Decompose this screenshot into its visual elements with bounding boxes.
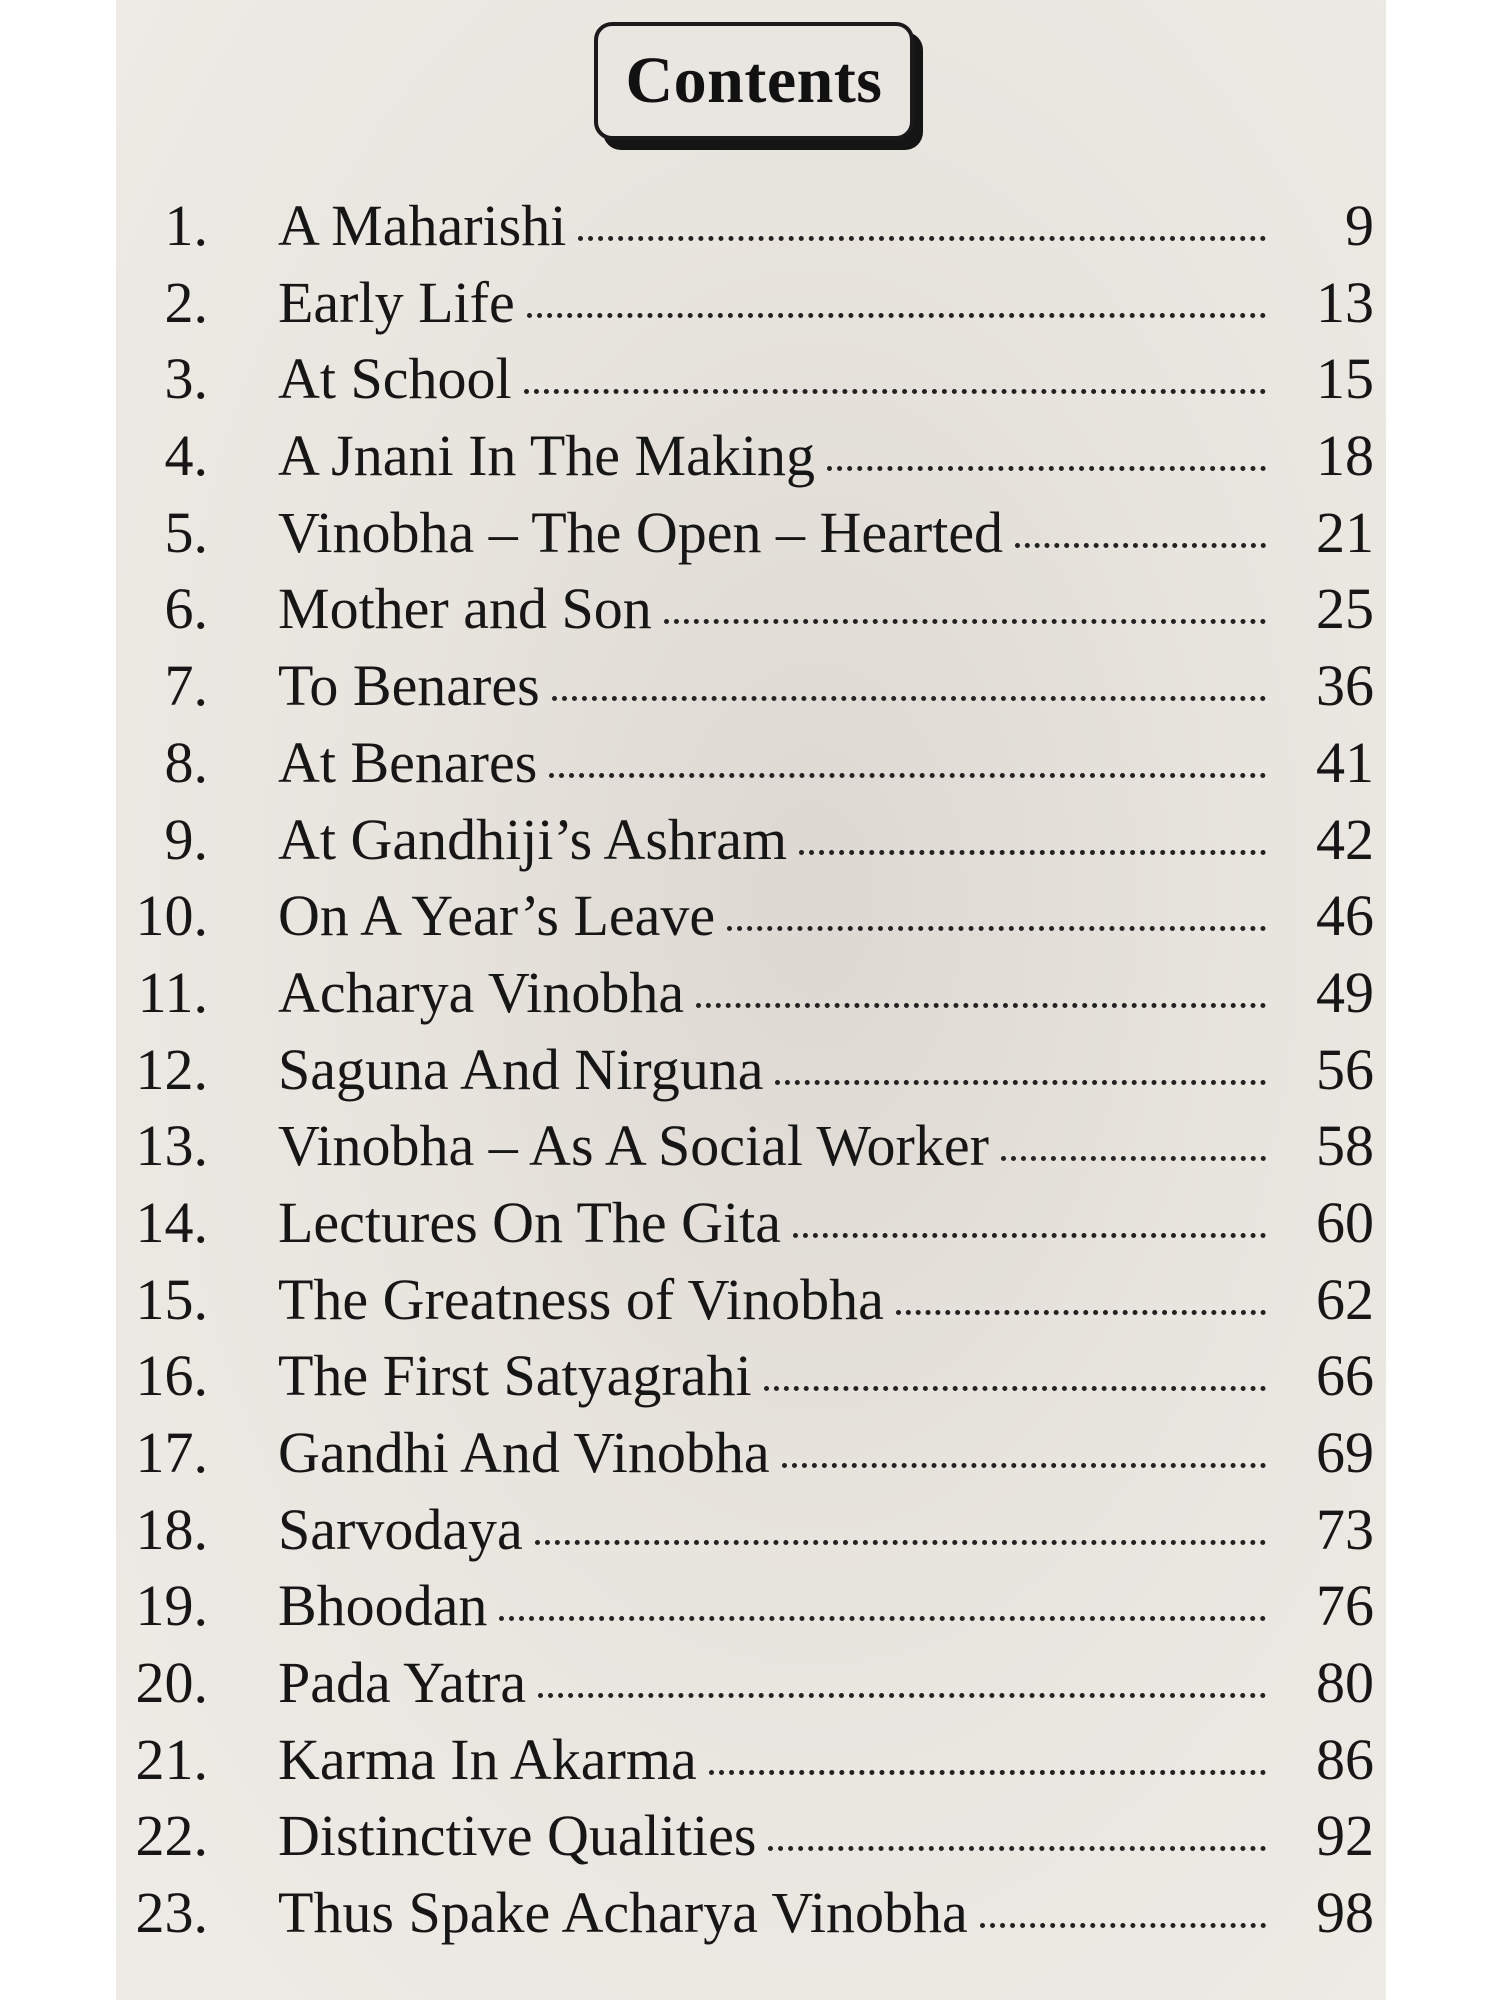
toc-entry-line (278, 1415, 1278, 1492)
dot-leader (782, 1463, 1266, 1468)
dot-leader (664, 619, 1266, 624)
toc-entry-line (278, 418, 1278, 495)
toc-entry-page-number: 15 (1316, 346, 1374, 412)
dot-leader (727, 926, 1266, 931)
toc-entry-title: A Jnani In The Making (278, 423, 815, 489)
toc-entry-number: 16. (135, 1343, 208, 1409)
toc-entry-page-number: 41 (1316, 729, 1374, 795)
toc-entry-title: Bhoodan (278, 1573, 488, 1639)
toc-entry-line (278, 1338, 1278, 1415)
toc-entry (116, 878, 1386, 955)
toc-entry (116, 188, 1386, 265)
toc-entry-page-number: 58 (1316, 1113, 1374, 1179)
toc-entry-title: The First Satyagrahi (278, 1343, 752, 1409)
book-page (116, 0, 1386, 2000)
toc-entry (116, 802, 1386, 879)
contents-heading-box (594, 22, 914, 140)
dot-leader (578, 236, 1266, 241)
toc-entry-page-number: 92 (1316, 1803, 1374, 1869)
toc-entry-number: 9. (164, 806, 208, 872)
toc-entry-line (278, 1645, 1278, 1722)
toc-entry-title: Vinobha – The Open – Hearted (278, 499, 1004, 565)
toc-entry (116, 418, 1386, 495)
toc-entry-line (278, 571, 1278, 648)
toc-entry-page-number: 9 (1345, 193, 1374, 258)
toc-entry-number: 3. (164, 346, 208, 412)
toc-entry-number: 23. (135, 1880, 208, 1946)
toc-entry-number: 14. (135, 1189, 208, 1255)
dot-leader (535, 1540, 1266, 1545)
toc-entry-page-number: 25 (1316, 576, 1374, 642)
dot-leader (709, 1770, 1266, 1775)
toc-entry-title: Saguna And Nirguna (278, 1036, 764, 1102)
toc-entry-title: At Gandhiji’s Ashram (278, 806, 788, 872)
toc-entry-number: 15. (135, 1266, 208, 1332)
toc-entry-title: Mother and Son (278, 576, 652, 642)
toc-entry (116, 1645, 1386, 1722)
dot-leader (799, 850, 1266, 855)
toc-entry-page-number: 66 (1316, 1343, 1374, 1409)
dot-leader (793, 1233, 1266, 1238)
toc-entry-page-number: 56 (1316, 1036, 1374, 1102)
toc-entry-page-number: 98 (1316, 1880, 1374, 1946)
toc-entry-line (278, 1722, 1278, 1799)
toc-entry-line (278, 265, 1278, 342)
toc-entry-number: 20. (135, 1650, 208, 1716)
toc-entry-number: 7. (164, 653, 208, 719)
dot-leader (538, 1693, 1266, 1698)
toc-entry-page-number: 86 (1316, 1726, 1374, 1792)
toc-entry-title: At Benares (278, 729, 538, 795)
toc-entry-number: 5. (164, 499, 208, 565)
contents-heading: Contents (625, 44, 883, 117)
dot-leader (980, 1923, 1266, 1928)
dot-leader (527, 313, 1266, 318)
toc-entry-number: 8. (164, 729, 208, 795)
toc-entry-number: 21. (135, 1726, 208, 1792)
toc-entry-page-number: 46 (1316, 883, 1374, 949)
toc-entry-line (278, 1262, 1278, 1339)
toc-entry (116, 1875, 1386, 1952)
dot-leader (499, 1616, 1266, 1621)
toc-entry-number: 6. (164, 576, 208, 642)
dot-leader (1001, 1156, 1266, 1161)
dot-leader (549, 773, 1266, 778)
toc-entry-number: 18. (135, 1496, 208, 1562)
toc-entry-number: 13. (135, 1113, 208, 1179)
toc-entry-title: At School (278, 346, 512, 412)
toc-entry-line (278, 955, 1278, 1032)
toc-entry-line (278, 1568, 1278, 1645)
toc-entry (116, 955, 1386, 1032)
toc-entry (116, 1492, 1386, 1569)
dot-leader (775, 1080, 1266, 1085)
toc-entry-line (278, 1492, 1278, 1569)
toc-entry-title: The Greatness of Vinobha (278, 1266, 884, 1332)
toc-entry-title: Early Life (278, 269, 515, 335)
dot-leader (768, 1846, 1266, 1851)
toc-entry-title: On A Year’s Leave (278, 883, 716, 949)
toc-entry-number: 19. (135, 1573, 208, 1639)
toc-entry-page-number: 18 (1316, 423, 1374, 489)
toc-entry-title: Gandhi And Vinobha (278, 1420, 770, 1485)
toc-entry-title: Lectures On The Gita (278, 1189, 782, 1255)
toc-entry (116, 1032, 1386, 1109)
dot-leader (827, 466, 1266, 471)
toc-entry (116, 571, 1386, 648)
toc-entry-page-number: 13 (1316, 269, 1374, 335)
toc-entry-number: 22. (135, 1803, 208, 1869)
dot-leader (524, 389, 1266, 394)
toc-entry-title: Distinctive Qualities (278, 1803, 757, 1869)
toc-entry-line (278, 1108, 1278, 1185)
toc-entry-line (278, 341, 1278, 418)
toc-entry-number: 1. (164, 193, 208, 258)
toc-entry-title: Karma In Akarma (278, 1726, 697, 1792)
toc-entry-page-number: 73 (1316, 1496, 1374, 1562)
toc-entry-line (278, 1875, 1278, 1952)
toc-entry-title: Pada Yatra (278, 1650, 527, 1716)
toc-entry-page-number: 21 (1316, 499, 1374, 565)
toc-entry-page-number: 42 (1316, 806, 1374, 872)
toc-entry-page-number: 80 (1316, 1650, 1374, 1716)
dot-leader (1015, 543, 1266, 548)
toc-entry-line (278, 725, 1278, 802)
toc-entry (116, 725, 1386, 802)
toc-entry (116, 341, 1386, 418)
toc-entry-title: Vinobha – As A Social Worker (278, 1113, 989, 1179)
toc-entry-page-number: 36 (1316, 653, 1374, 719)
toc-entry-number: 17. (135, 1420, 208, 1485)
toc-entry-page-number: 69 (1316, 1420, 1374, 1485)
toc-entry-line (278, 648, 1278, 725)
toc-entry-page-number: 49 (1316, 959, 1374, 1025)
toc-entry (116, 1415, 1386, 1492)
dot-leader (764, 1386, 1266, 1391)
toc-entry (116, 1568, 1386, 1645)
table-of-contents (116, 188, 1386, 1952)
toc-entry (116, 1108, 1386, 1185)
toc-entry (116, 648, 1386, 725)
toc-entry-title: Sarvodaya (278, 1496, 523, 1562)
toc-entry (116, 265, 1386, 342)
toc-entry-number: 4. (164, 423, 208, 489)
toc-entry-line (278, 802, 1278, 879)
toc-entry-number: 12. (135, 1036, 208, 1102)
toc-entry-number: 10. (135, 883, 208, 949)
dot-leader (696, 1003, 1266, 1008)
toc-entry (116, 1262, 1386, 1339)
toc-entry (116, 1338, 1386, 1415)
dot-leader (896, 1310, 1266, 1315)
toc-entry-title: A Maharishi (278, 193, 567, 258)
toc-entry-title: Acharya Vinobha (278, 959, 685, 1025)
toc-entry-line (278, 1798, 1278, 1875)
toc-entry (116, 495, 1386, 572)
toc-entry-number: 2. (164, 269, 208, 335)
toc-entry-line (278, 1032, 1278, 1109)
toc-entry-line (278, 1185, 1278, 1262)
toc-entry-title: To Benares (278, 653, 540, 719)
toc-entry-line (278, 495, 1278, 572)
toc-entry-line (278, 188, 1278, 265)
dot-leader (552, 696, 1266, 701)
toc-entry-page-number: 62 (1316, 1266, 1374, 1332)
toc-entry-page-number: 76 (1316, 1573, 1374, 1639)
toc-entry-line (278, 878, 1278, 955)
toc-entry-page-number: 60 (1316, 1189, 1374, 1255)
toc-entry (116, 1185, 1386, 1262)
toc-entry-number: 11. (137, 959, 208, 1025)
toc-entry (116, 1798, 1386, 1875)
toc-entry-title: Thus Spake Acharya Vinobha (278, 1880, 968, 1946)
toc-entry (116, 1722, 1386, 1799)
